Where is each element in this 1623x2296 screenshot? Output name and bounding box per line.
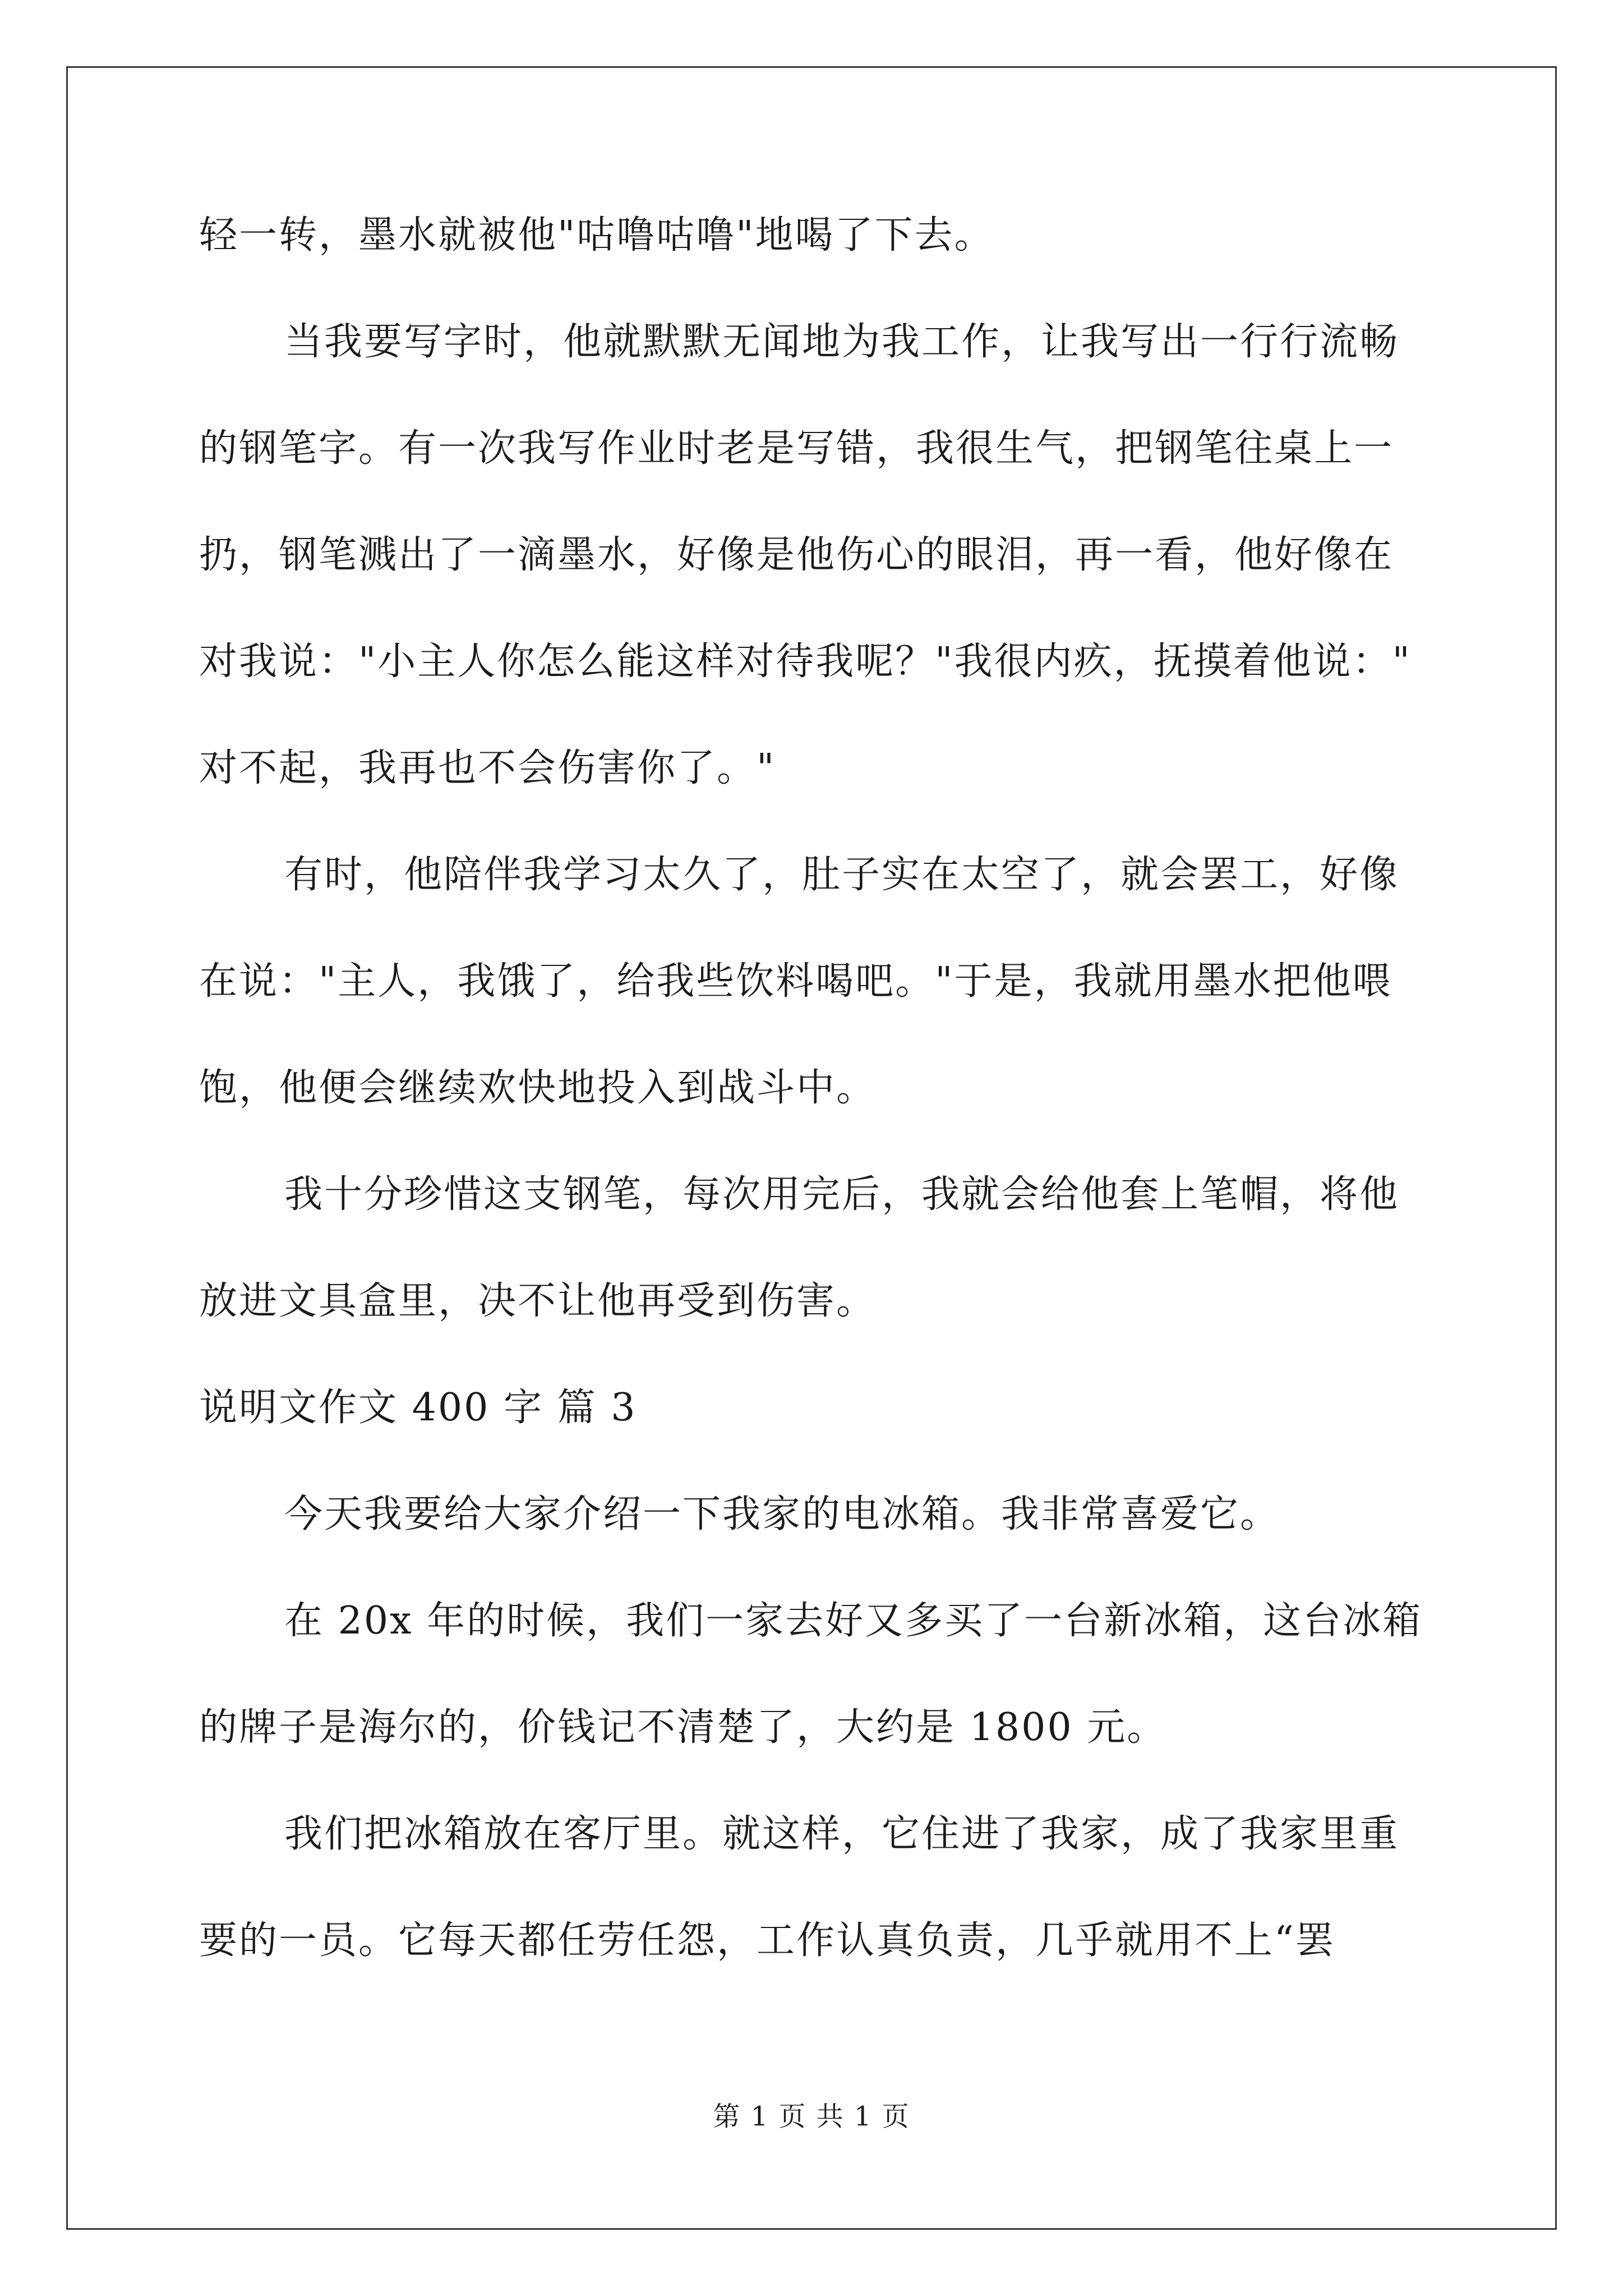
page-number-footer: 第 1 页 共 1 页 [713, 2101, 910, 2132]
text-line: 对不起，我再也不会伤害你了。" [199, 746, 776, 790]
text-line: 饱，他便会继续欢快地投入到战斗中。 [199, 1066, 877, 1110]
section-heading: 说明文作文 400 字 篇 3 [199, 1386, 637, 1430]
text-line: 在说："主人，我饿了，给我些饮料喝吧。"于是，我就用墨水把他喂 [199, 959, 1393, 1004]
text-line: 要的一员。它每天都任劳任怨，工作认真负责，几乎就用不上“罢 [199, 1918, 1335, 1963]
document-body [199, 213, 1427, 2025]
paragraph-start: 我们把冰箱放在客厅里。就这样，它住进了我家，成了我家里重 [284, 1812, 1400, 1856]
paragraph-start: 在 20x 年的时候，我们一家去好又多买了一台新冰箱，这台冰箱 [284, 1599, 1423, 1643]
text-line: 放进文具盒里，决不让他再受到伤害。 [199, 1279, 877, 1323]
text-line: 的牌子是海尔的，价钱记不清楚了，大约是 1800 元。 [199, 1705, 1167, 1750]
text-line: 的钢笔字。有一次我写作业时老是写错，我很生气，把钢笔往桌上一 [199, 426, 1394, 471]
paragraph-start: 有时，他陪伴我学习太久了，肚子实在太空了，就会罢工，好像 [284, 853, 1400, 897]
paragraph-start: 当我要写字时，他就默默无闻地为我工作，让我写出一行行流畅 [284, 320, 1400, 364]
paragraph-start: 今天我要给大家介绍一下我家的电冰箱。我非常喜爱它。 [284, 1492, 1280, 1536]
text-line: 对我说："小主人你怎么能这样对待我呢？"我很内疚，抚摸着他说：" [199, 639, 1412, 684]
text-line: 扔，钢笔溅出了一滴墨水，好像是他伤心的眼泪，再一看，他好像在 [199, 533, 1394, 577]
paragraph-start: 我十分珍惜这支钢笔，每次用完后，我就会给他套上笔帽，将他 [284, 1172, 1400, 1217]
text-line: 轻一转，墨水就被他"咕噜咕噜"地喝了下去。 [199, 213, 994, 257]
